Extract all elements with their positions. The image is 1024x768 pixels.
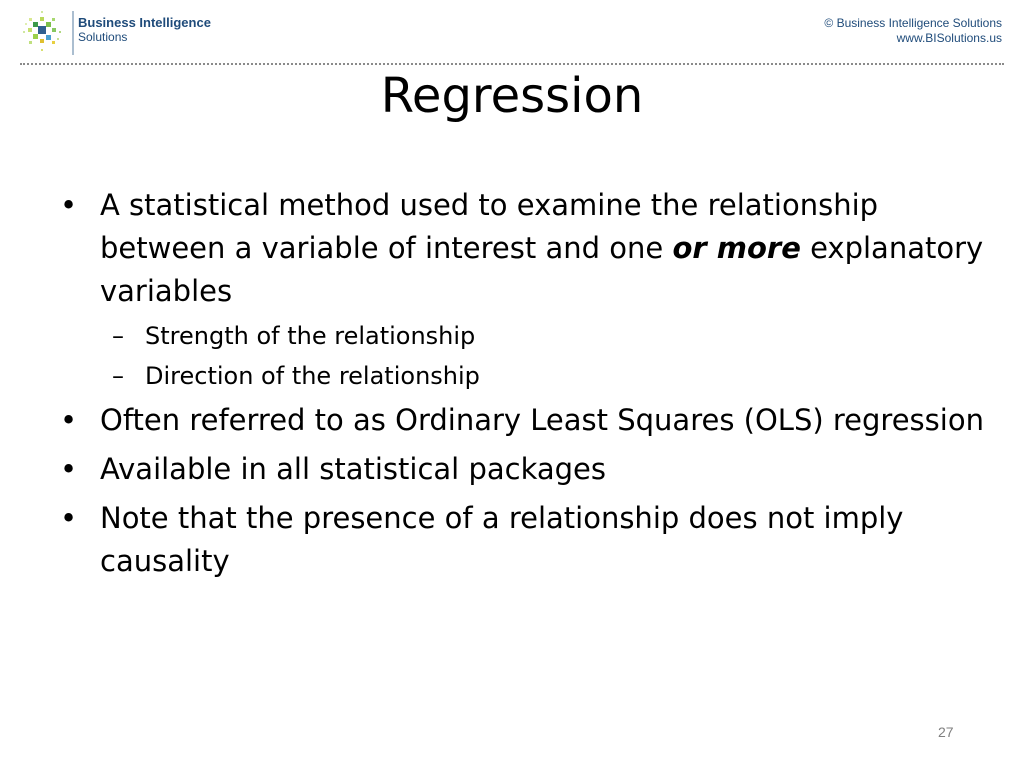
sub-bullet-mark: – <box>112 362 124 390</box>
copyright-block <box>824 16 1002 46</box>
logo-subtitle: Solutions <box>78 30 128 44</box>
copyright-text: © Business Intelligence Solutions <box>824 16 1002 30</box>
logo-mark-icon <box>18 8 66 56</box>
sub-bullet-item <box>60 316 990 356</box>
slide-body <box>60 184 990 589</box>
bullet-item <box>60 184 990 313</box>
website-text: www.BISolutions.us <box>896 31 1002 45</box>
bullet-text-suffix: explanatory variables <box>100 231 984 308</box>
bullet-text: Often referred to as Ordinary Least Squares (OLS) regression <box>100 403 984 437</box>
logo-name: Business Intelligence <box>78 15 211 30</box>
slide-title: Regression <box>380 68 644 124</box>
sub-bullet-text: Direction of the relationship <box>145 362 480 390</box>
brand-logo <box>18 8 218 56</box>
bullet-item <box>60 497 990 583</box>
bullet-mark: • <box>60 403 78 437</box>
bullet-text: Note that the presence of a relationship does not imply causality <box>100 501 904 578</box>
sub-bullet-item <box>60 356 990 396</box>
sub-bullet-text: Strength of the relationship <box>145 322 476 350</box>
bullet-mark: • <box>60 452 78 486</box>
bullet-mark: • <box>60 188 78 222</box>
bullet-text: Available in all statistical packages <box>100 452 606 486</box>
bullet-item <box>60 399 990 442</box>
page-number: 27 <box>938 724 954 740</box>
bullet-text-prefix: A statistical method used to examine the relationship between a variable of interest and one <box>100 188 879 265</box>
bullet-text-emphasis: or more <box>672 231 801 265</box>
bullet-item <box>60 448 990 491</box>
sub-bullet-mark: – <box>112 322 124 350</box>
bullet-mark: • <box>60 501 78 535</box>
